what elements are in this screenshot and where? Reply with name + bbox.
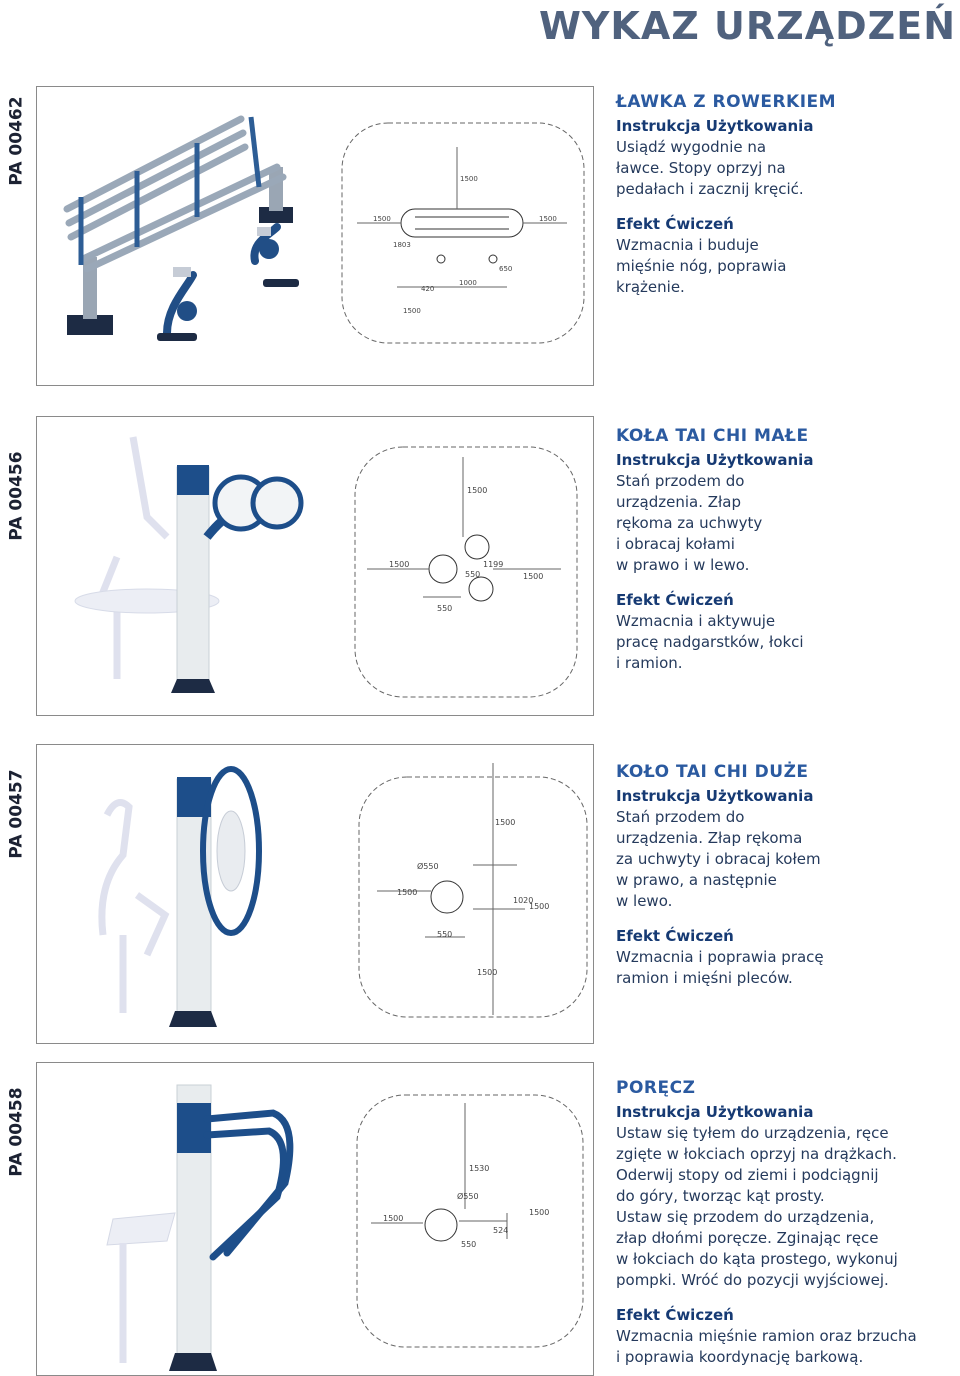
dimension-label: 1500 (529, 902, 550, 911)
dimension-label: 1500 (389, 560, 410, 569)
dimension-label: 1500 (467, 486, 488, 495)
dimension-label: 524 (493, 1226, 509, 1235)
dimension-label: 1500 (397, 888, 418, 897)
dimension-label: 1500 (403, 307, 421, 315)
dimension-label: 550 (437, 604, 453, 613)
dimension-label: 1020 (513, 896, 534, 905)
product-illustration-box (36, 86, 594, 386)
product-illustration-box (36, 416, 594, 716)
page-title: WYKAZ URZĄDZEŃ (538, 4, 956, 48)
product-description (616, 1078, 956, 1368)
instruction-text: Stań przodem do urządzenia. Złap rękoma za uchwyty i obracaj kołami w prawo i w lewo. (616, 472, 763, 574)
dimension-label: 1530 (469, 1164, 490, 1173)
tai-chi-large-dimension-plan (359, 763, 587, 1017)
instruction-label: Instrukcja Użytkowania (616, 451, 814, 469)
instruction-text: Usiądź wygodnie na ławce. Stopy oprzyj na pedałach i zacznij kręcić. (616, 138, 804, 198)
product-illustration-box (36, 1062, 594, 1376)
dimension-label: 550 (461, 1240, 477, 1249)
product-code: PA 00457 (7, 769, 27, 859)
parallel-bars-illustration (107, 1085, 290, 1371)
product-code-strip (0, 744, 34, 884)
product-name: KOŁO TAI CHI DUŻE (616, 762, 809, 782)
effect-label: Efekt Ćwiczeń (616, 927, 734, 945)
dimension-label: 1803 (393, 241, 411, 249)
product-description (616, 762, 956, 989)
parallel-bars-dimension-plan (357, 1095, 583, 1347)
dimension-label: 1500 (477, 968, 498, 977)
product-code: PA 00458 (7, 1087, 27, 1177)
product-code-strip (0, 416, 34, 576)
dimension-label: 1500 (460, 175, 478, 183)
effect-text: Wzmacnia i buduje mięśnie nóg, poprawia krążenie. (616, 236, 787, 296)
instruction-label: Instrukcja Użytkowania (616, 787, 814, 805)
tai-chi-large-illustration (102, 769, 259, 1027)
dimension-label: 550 (437, 930, 453, 939)
effect-text: Wzmacnia i aktywuje pracę nadgarstków, łokci i ramion. (616, 612, 804, 672)
equipment-section-tai-chi-large (0, 744, 960, 1044)
dimension-label: 650 (499, 265, 513, 273)
effect-text: Wzmacnia i poprawia pracę ramion i mięśni pleców. (616, 948, 824, 987)
tai-chi-small-dimension-plan (355, 447, 577, 697)
dimension-label: 1500 (383, 1214, 404, 1223)
dimension-label: 420 (421, 285, 435, 293)
equipment-section-bench-bike (0, 86, 960, 386)
product-code: PA 00462 (7, 96, 27, 186)
effect-label: Efekt Ćwiczeń (616, 215, 734, 233)
dimension-label: Ø550 (457, 1192, 479, 1201)
effect-text: Wzmacnia mięśnie ramion oraz brzucha i poprawia koordynację barkową. (616, 1327, 917, 1366)
instruction-label: Instrukcja Użytkowania (616, 117, 814, 135)
equipment-section-tai-chi-small (0, 416, 960, 716)
equipment-section-parallel-bars (0, 1062, 960, 1374)
dimension-label: 550 (465, 570, 481, 579)
effect-label: Efekt Ćwiczeń (616, 591, 734, 609)
dimension-label: 1500 (529, 1208, 550, 1217)
dimension-label: 1500 (495, 818, 516, 827)
product-name: PORĘCZ (616, 1078, 696, 1098)
bench-bike-illustration (67, 117, 299, 341)
product-illustration-box (36, 744, 594, 1044)
product-code: PA 00456 (7, 451, 27, 541)
dimension-label: 1500 (373, 215, 391, 223)
product-code-strip (0, 1062, 34, 1202)
tai-chi-small-illustration (75, 437, 301, 693)
dimension-label: 1199 (483, 560, 504, 569)
instruction-text: Ustaw się tyłem do urządzenia, ręce zgięte w łokciach oprzyj na drążkach. Oderwij stopy od ziemi i podciągnij do góry, tworząc kąt prosty. Ustaw się przodem do urządzenia, złap dłońmi poręcze. Zginając ręce w łokciach do kąta prostego, wykonuj pompki. Wróć do pozycji wyjściowej. (616, 1124, 898, 1289)
product-code-strip (0, 86, 34, 196)
product-name: KOŁA TAI CHI MAŁE (616, 426, 809, 446)
dimension-label: 1500 (523, 572, 544, 581)
dimension-label: 1500 (539, 215, 557, 223)
instruction-text: Stań przodem do urządzenia. Złap rękoma za uchwyty i obracaj kołem w prawo, a następnie w lewo. (616, 808, 821, 910)
bench-bike-dimension-plan (342, 123, 584, 343)
instruction-label: Instrukcja Użytkowania (616, 1103, 814, 1121)
product-description (616, 426, 956, 674)
effect-label: Efekt Ćwiczeń (616, 1306, 734, 1324)
product-description (616, 92, 956, 298)
dimension-label: 1000 (459, 279, 477, 287)
dimension-label: Ø550 (417, 862, 439, 871)
product-name: ŁAWKA Z ROWERKIEM (616, 92, 837, 112)
